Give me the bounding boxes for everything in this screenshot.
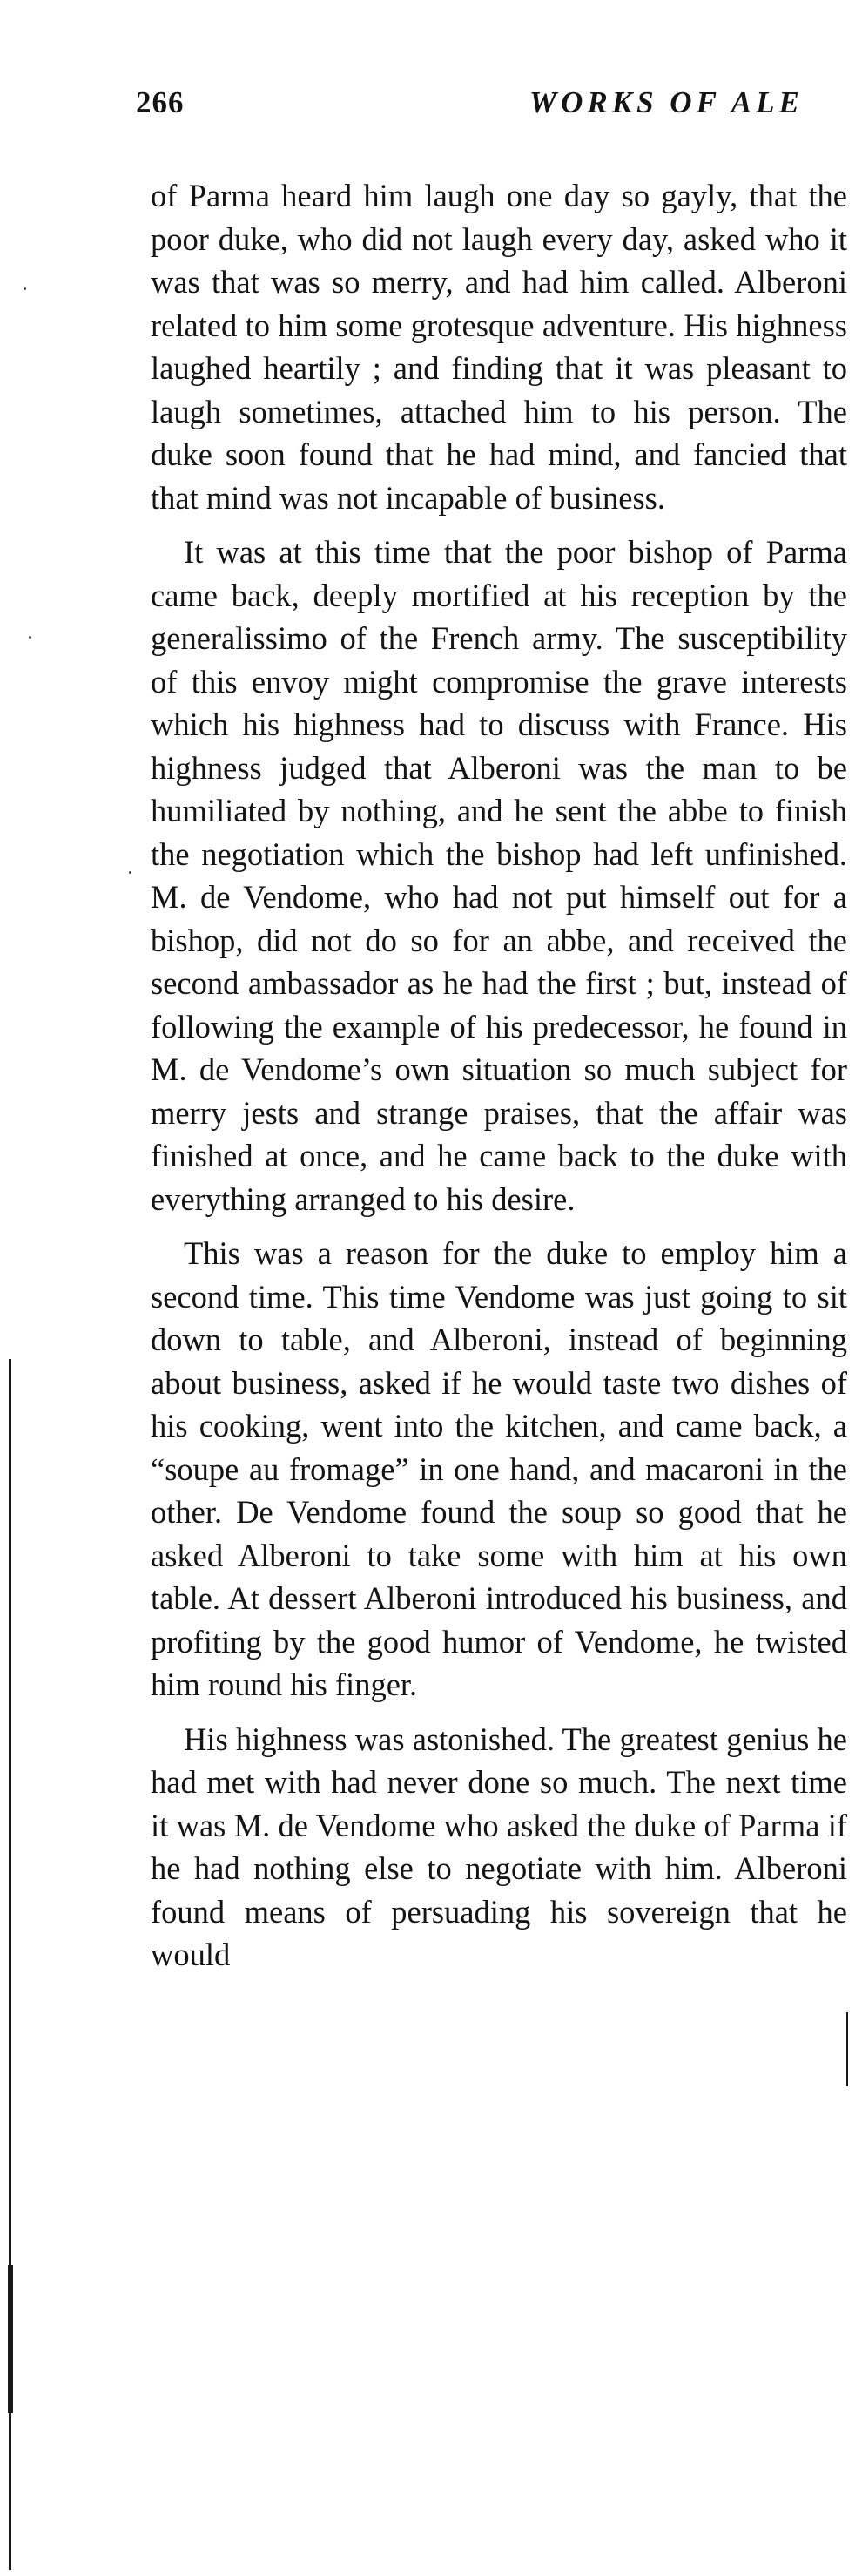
scan-edge-mark-right: [846, 2012, 848, 2086]
running-head: WORKS OF ALE: [529, 85, 804, 119]
scan-edge-mark-left: [8, 2265, 13, 2413]
body-text: [151, 174, 847, 1988]
paragraph-4: His highness was astonished. The greatest genius he had met with had never done so much. The next time it was M. de Vendome who asked the duke of Parma if he had nothing else to negotiate with him. Alberoni found means of persuading his sovereign that he would: [151, 1721, 847, 1972]
page-number: 266: [136, 85, 185, 119]
scan-speck: [24, 287, 26, 290]
paragraph-1: of Parma heard him laugh one day so gayly, that the poor duke, who did not laugh every day, asked who it was that was so merry, and had him called. Alberoni related to him some grotesque adventure. His highness laughed heartily ; and finding that it was pleasant to laugh sometimes, attached him to his person. The duke soon found that he had mind, and fancied that that mind was not incapable of business.: [151, 178, 847, 516]
paragraph-3: This was a reason for the duke to employ him a second time. This time Vendome was just going to sit down to table, and Alberoni, instead of beginning about business, asked if he would taste two dishes of his cooking, went into the kitchen, and came back, a “soupe au fromage” in one hand, and macaroni in the other. De Vendome found the soup so good that he asked Alberoni to take some with him at his own table. At dessert Alberoni introduced his business, and profiting by the good humor of Vendome, he twisted him round his finger.: [151, 1235, 847, 1702]
scan-speck: [129, 871, 131, 874]
scan-speck: [29, 636, 31, 639]
paragraph-2: It was at this time that the poor bishop of Parma came back, deeply mortified at his reception by the generalissimo of the French army. The susceptibility of this envoy might compromise the grave interests which his highness had to discuss with France. His highness judged that Alberoni was the man to be humiliated by nothing, and he sent the abbe to finish the negotiation which the bishop had left unfinished. M. de Vendome, who had not put himself out for a bishop, did not do so for an abbe, and received the second ambassador as he had the first ; but, instead of following the example of his predecessor, he found in M. de Vendome’s own situation so much subject for merry jests and strange praises, that the affair was finished at once, and he came back to the duke with everything arranged to his desire.: [151, 534, 847, 1217]
page-header: [136, 85, 862, 129]
